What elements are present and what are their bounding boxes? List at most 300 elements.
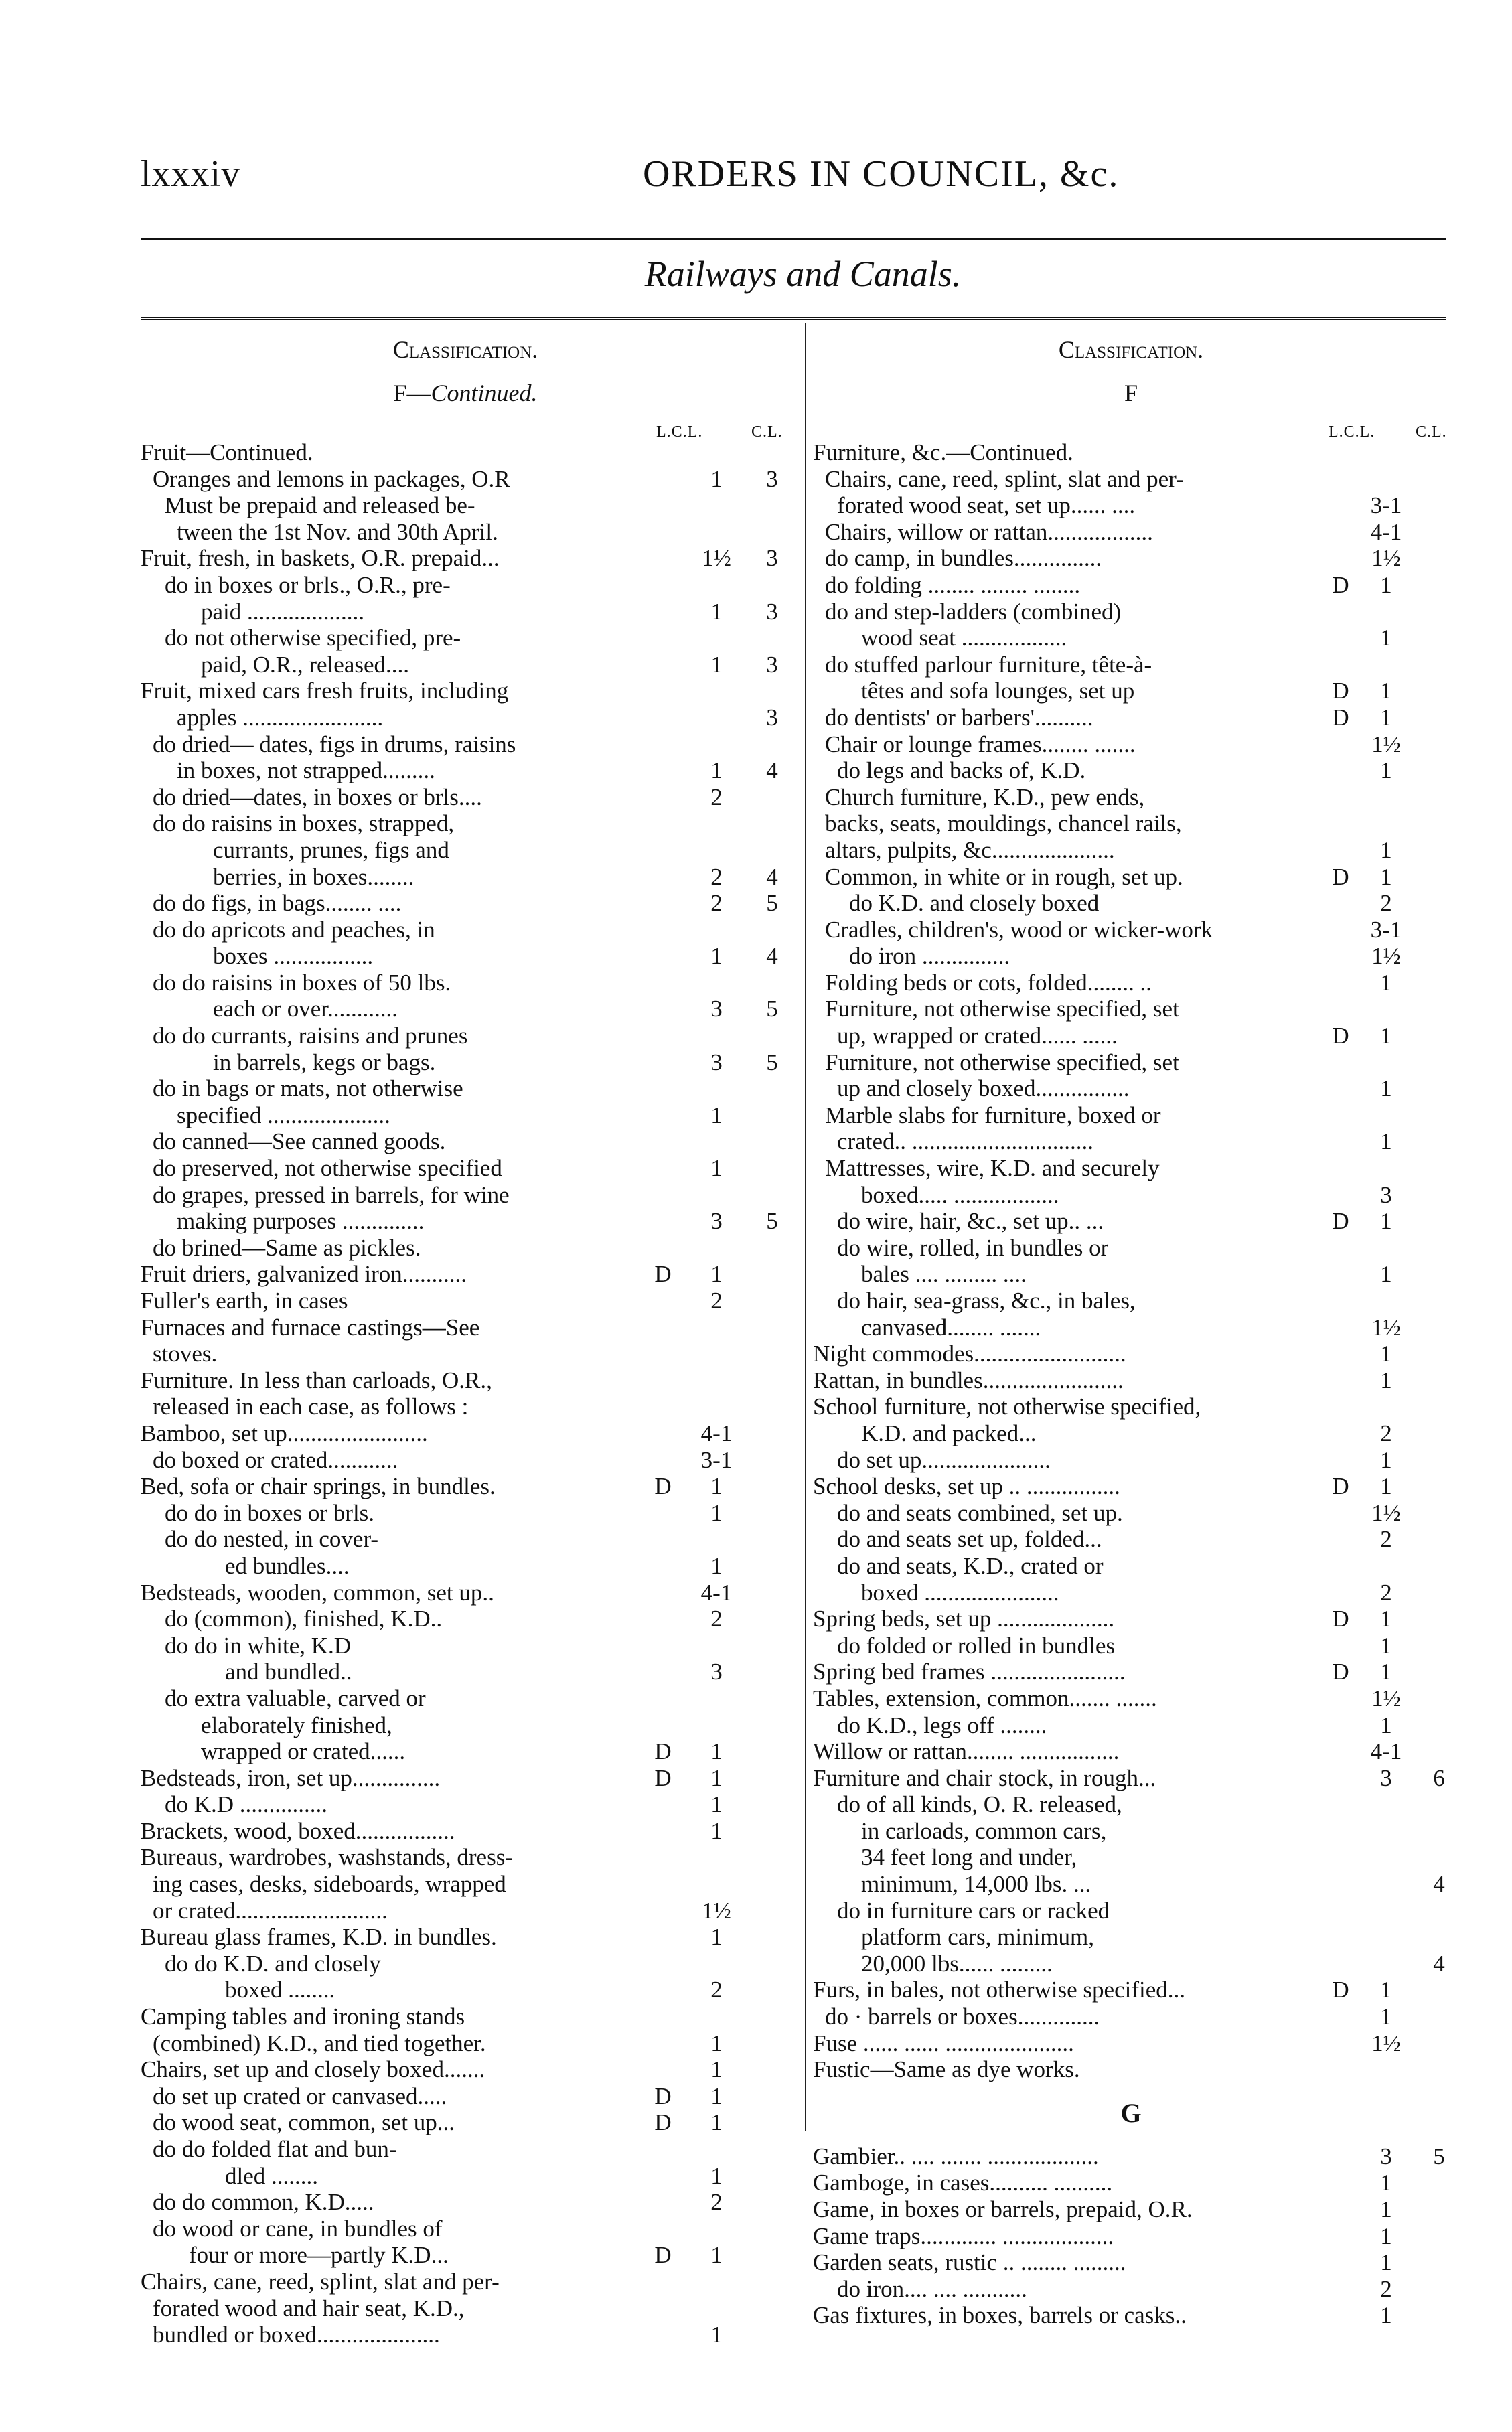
entry-cl-class: 4 bbox=[1433, 1950, 1445, 1977]
entry-lcl-class: 1 bbox=[710, 598, 723, 625]
entry-lcl-class: 3-1 bbox=[1370, 916, 1402, 943]
entry-lcl-class: 2 bbox=[1380, 1579, 1392, 1606]
list-item bbox=[813, 757, 1449, 784]
list-item bbox=[813, 864, 1449, 891]
entry-cl-class: 3 bbox=[766, 704, 778, 731]
entry-text: Furniture. In less than carloads, O.R., bbox=[141, 1367, 492, 1393]
list-item bbox=[813, 1898, 1449, 1924]
entry-text: do iron.... .... ........... bbox=[837, 2275, 1027, 2302]
list-item bbox=[141, 2056, 790, 2083]
entry-text: Fuller's earth, in cases bbox=[141, 1288, 348, 1314]
entry-text: Fruit—Continued. bbox=[141, 439, 313, 465]
list-item bbox=[141, 996, 790, 1022]
section-heading bbox=[141, 371, 790, 415]
entry-owner-risk: D bbox=[1332, 704, 1349, 731]
list-item bbox=[141, 1367, 790, 1394]
list-item bbox=[141, 599, 790, 625]
entry-cl-class: 4 bbox=[766, 757, 778, 784]
entry-owner-risk: D bbox=[1332, 1659, 1349, 1685]
entry-text: do camp, in bundles............... bbox=[825, 545, 1102, 572]
list-item bbox=[813, 1580, 1449, 1606]
entry-text: do do common, K.D..... bbox=[153, 2189, 374, 2216]
entry-lcl-class: 1 bbox=[1380, 1261, 1392, 1288]
entry-text: in barrels, kegs or bags. bbox=[213, 1049, 436, 1075]
entry-lcl-class: 1 bbox=[710, 465, 723, 492]
list-item bbox=[141, 1235, 790, 1262]
entry-owner-risk: D bbox=[654, 2242, 672, 2269]
entry-lcl-class: 1 bbox=[1380, 2302, 1392, 2329]
entry-lcl-class: 1 bbox=[1380, 1367, 1392, 1393]
list-item bbox=[813, 1314, 1449, 1341]
list-item bbox=[141, 2269, 790, 2295]
entry-text: boxed ........ bbox=[225, 1977, 335, 2003]
list-item bbox=[141, 1685, 790, 1712]
entry-lcl-class: 1 bbox=[710, 1552, 723, 1579]
entry-text: elaborately finished, bbox=[201, 1712, 392, 1738]
entry-text: four or more—partly K.D... bbox=[189, 2242, 449, 2269]
entry-text: altars, pulpits, &c..................... bbox=[825, 836, 1115, 863]
entry-text: do and seats set up, folded... bbox=[837, 1526, 1102, 1553]
entry-text: each or over............ bbox=[213, 996, 398, 1022]
list-item bbox=[141, 1580, 790, 1606]
list-item bbox=[141, 1155, 790, 1182]
cl-head: C.L. bbox=[1416, 423, 1447, 441]
list-item bbox=[813, 599, 1449, 625]
list-item bbox=[141, 784, 790, 811]
list-item bbox=[141, 1393, 790, 1420]
entry-text: do of all kinds, O. R. released, bbox=[837, 1791, 1122, 1818]
entry-text: do preserved, not otherwise specified bbox=[153, 1155, 502, 1182]
entry-text: minimum, 14,000 lbs. ... bbox=[861, 1871, 1091, 1898]
entry-lcl-class: 1 bbox=[1380, 1022, 1392, 1049]
list-item bbox=[141, 1208, 790, 1235]
entry-text: paid .................... bbox=[201, 598, 365, 625]
entry-owner-risk: D bbox=[654, 2109, 672, 2136]
list-item bbox=[813, 1208, 1449, 1235]
list-item bbox=[141, 1049, 790, 1076]
entry-text: School furniture, not otherwise specified, bbox=[813, 1393, 1201, 1420]
entry-lcl-class: 1 bbox=[710, 1499, 723, 1526]
list-item bbox=[141, 864, 790, 891]
entry-text: Fruit, fresh, in baskets, O.R. prepaid... bbox=[141, 545, 500, 572]
entry-lcl-class: 1 bbox=[1380, 625, 1392, 652]
entry-lcl-class: 2 bbox=[1380, 1526, 1392, 1553]
list-item bbox=[141, 2109, 790, 2136]
list-item bbox=[813, 652, 1449, 678]
entry-lcl-class: 1½ bbox=[1371, 545, 1401, 572]
entry-text: Furniture, not otherwise specified, set bbox=[825, 996, 1179, 1022]
list-item bbox=[141, 1102, 790, 1129]
list-item bbox=[813, 625, 1449, 652]
list-item bbox=[141, 704, 790, 731]
entry-lcl-class: 1½ bbox=[1371, 1499, 1401, 1526]
list-item bbox=[813, 1685, 1449, 1712]
classification-heading: Classification. bbox=[392, 336, 538, 363]
cl-head: C.L. bbox=[751, 423, 783, 441]
entry-lcl-class: 1 bbox=[710, 1817, 723, 1844]
entry-text: stoves. bbox=[153, 1341, 218, 1367]
entry-lcl-class: 1 bbox=[710, 2322, 723, 2348]
list-item bbox=[813, 678, 1449, 704]
entry-text: Bedsteads, wooden, common, set up.. bbox=[141, 1579, 494, 1606]
entry-text: Furnaces and furnace castings—See bbox=[141, 1314, 480, 1341]
entry-text: Bureaus, wardrobes, washstands, dress- bbox=[141, 1844, 513, 1871]
section-letter: F— bbox=[393, 380, 431, 406]
list-item bbox=[813, 1951, 1449, 1977]
entry-lcl-class: 1 bbox=[710, 1261, 723, 1288]
entry-text: do folding ........ ........ ........ bbox=[825, 571, 1081, 598]
entry-text: Furs, in bales, not otherwise specified... bbox=[813, 1977, 1186, 2003]
entry-text: do hair, sea-grass, &c., in bales, bbox=[837, 1288, 1136, 1314]
list-item bbox=[813, 2196, 1449, 2223]
list-item bbox=[813, 545, 1449, 572]
entry-text: do do in boxes or brls. bbox=[165, 1499, 375, 1526]
list-item bbox=[813, 890, 1449, 917]
right-entries bbox=[813, 439, 1449, 2083]
list-item bbox=[813, 1102, 1449, 1129]
list-item bbox=[813, 1128, 1449, 1155]
list-item bbox=[141, 970, 790, 996]
entry-text: Oranges and lemons in packages, O.R bbox=[153, 465, 510, 492]
entry-lcl-class: 1 bbox=[710, 1924, 723, 1951]
left-column bbox=[141, 328, 790, 2348]
entry-lcl-class: 1 bbox=[1380, 1446, 1392, 1473]
entry-text: do in bags or mats, not otherwise bbox=[153, 1075, 463, 1102]
list-item bbox=[141, 1182, 790, 1209]
entry-text: Bureau glass frames, K.D. in bundles. bbox=[141, 1924, 497, 1951]
list-item bbox=[141, 1261, 790, 1288]
entry-lcl-class: 1 bbox=[1380, 1977, 1392, 2003]
entry-text: têtes and sofa lounges, set up bbox=[861, 678, 1135, 704]
entry-lcl-class: 1 bbox=[1380, 1473, 1392, 1500]
entry-text: do brined—Same as pickles. bbox=[153, 1234, 421, 1261]
entry-text: do canned—See canned goods. bbox=[153, 1128, 446, 1155]
entry-text: crated.. ............................... bbox=[837, 1128, 1093, 1155]
entry-text: currants, prunes, figs and bbox=[213, 836, 449, 863]
entry-text: Chair or lounge frames........ ....... bbox=[825, 731, 1136, 757]
entry-cl-class: 4 bbox=[1433, 1871, 1445, 1898]
lcl-head: L.C.L. bbox=[656, 423, 703, 441]
entry-lcl-class: 1½ bbox=[702, 1897, 731, 1924]
list-item bbox=[813, 1871, 1449, 1898]
list-item bbox=[813, 1235, 1449, 1262]
list-item bbox=[813, 2003, 1449, 2030]
entry-text: Furniture, &c.—Continued. bbox=[813, 439, 1073, 465]
list-item bbox=[141, 1128, 790, 1155]
entry-text: Chairs, set up and closely boxed....... bbox=[141, 2056, 485, 2083]
list-item bbox=[141, 2083, 790, 2110]
entry-text: do wire, rolled, in bundles or bbox=[837, 1234, 1109, 1261]
list-item bbox=[813, 704, 1449, 731]
entry-owner-risk: D bbox=[1332, 1208, 1349, 1235]
list-item bbox=[141, 1712, 790, 1739]
entry-text: Cradles, children's, wood or wicker-work bbox=[825, 916, 1213, 943]
entry-text: Garden seats, rustic .. ........ ......... bbox=[813, 2249, 1126, 2276]
list-item bbox=[141, 439, 790, 466]
list-item bbox=[141, 1898, 790, 1924]
entry-lcl-class: 3 bbox=[710, 1659, 723, 1685]
entry-text: in boxes, not strapped......... bbox=[177, 757, 435, 784]
entry-text: Bamboo, set up........................ bbox=[141, 1420, 428, 1446]
entry-lcl-class: 1 bbox=[710, 1791, 723, 1818]
list-item bbox=[141, 678, 790, 704]
list-item bbox=[141, 1473, 790, 1500]
list-item bbox=[813, 1765, 1449, 1792]
entry-lcl-class: 1 bbox=[710, 1101, 723, 1128]
entry-text: wrapped or crated...... bbox=[201, 1738, 406, 1765]
list-item bbox=[141, 2322, 790, 2348]
entry-lcl-class: 2 bbox=[710, 863, 723, 890]
list-item bbox=[813, 1632, 1449, 1659]
entry-owner-risk: D bbox=[654, 1738, 672, 1765]
list-item bbox=[141, 1951, 790, 1977]
entry-text: dled ........ bbox=[225, 2162, 319, 2189]
entry-text: released in each case, as follows : bbox=[153, 1393, 469, 1420]
entry-lcl-class: 2 bbox=[1380, 1420, 1392, 1446]
entry-text: bundled or boxed..................... bbox=[153, 2322, 440, 2348]
entry-owner-risk: D bbox=[1332, 678, 1349, 704]
list-item bbox=[813, 2302, 1449, 2329]
entry-lcl-class: 3 bbox=[1380, 1764, 1392, 1791]
entry-text: do do K.D. and closely bbox=[165, 1950, 381, 1977]
entry-lcl-class: 1 bbox=[1380, 1606, 1392, 1632]
lcl-head: L.C.L. bbox=[1329, 423, 1375, 441]
entry-lcl-class: 1 bbox=[1380, 2249, 1392, 2276]
list-item bbox=[141, 837, 790, 864]
list-item bbox=[141, 1924, 790, 1951]
entry-text: Brackets, wood, boxed................. bbox=[141, 1817, 455, 1844]
entry-text: School desks, set up .. ................ bbox=[813, 1473, 1120, 1500]
entry-text: Spring beds, set up .................... bbox=[813, 1606, 1115, 1632]
entry-text: ed bundles.... bbox=[225, 1552, 350, 1579]
list-item bbox=[141, 1075, 790, 1102]
entry-text: canvased........ ....... bbox=[861, 1314, 1041, 1341]
entry-lcl-class: 2 bbox=[710, 783, 723, 810]
list-item bbox=[141, 652, 790, 678]
entry-cl-class: 5 bbox=[766, 1208, 778, 1235]
entry-text: Mattresses, wire, K.D. and securely bbox=[825, 1155, 1160, 1182]
entry-cl-class: 6 bbox=[1433, 1764, 1445, 1791]
entry-lcl-class: 1½ bbox=[702, 545, 731, 572]
list-item bbox=[813, 2030, 1449, 2057]
entry-lcl-class: 4-1 bbox=[700, 1579, 733, 1606]
list-item bbox=[813, 810, 1449, 837]
list-item bbox=[141, 1765, 790, 1792]
list-item bbox=[813, 1261, 1449, 1288]
list-item bbox=[141, 519, 790, 546]
list-item bbox=[141, 917, 790, 943]
list-item bbox=[813, 1553, 1449, 1580]
list-item bbox=[813, 572, 1449, 599]
entry-text: or crated.......................... bbox=[153, 1897, 388, 1924]
entry-text: do and seats combined, set up. bbox=[837, 1499, 1123, 1526]
entry-lcl-class: 4-1 bbox=[1370, 518, 1402, 545]
entry-lcl-class: 1 bbox=[710, 2030, 723, 2056]
list-item bbox=[141, 1632, 790, 1659]
entry-text: do set up crated or canvased..... bbox=[153, 2082, 447, 2109]
column-heads bbox=[813, 415, 1449, 439]
list-item bbox=[141, 572, 790, 599]
list-item bbox=[813, 1182, 1449, 1209]
page-subtitle: Railways and Canals. bbox=[644, 254, 962, 294]
entry-text: 34 feet long and under, bbox=[861, 1844, 1077, 1871]
list-item bbox=[813, 1659, 1449, 1685]
entry-lcl-class: 3 bbox=[710, 1049, 723, 1075]
list-item bbox=[141, 545, 790, 572]
list-item bbox=[813, 439, 1449, 466]
entry-lcl-class: 1½ bbox=[1371, 1685, 1401, 1712]
entry-lcl-class: 1 bbox=[1380, 757, 1392, 784]
entry-text: do in furniture cars or racked bbox=[837, 1897, 1110, 1924]
entry-lcl-class: 1 bbox=[1380, 863, 1392, 890]
entry-text: Fruit, mixed cars fresh fruits, including bbox=[141, 678, 509, 704]
entry-cl-class: 5 bbox=[766, 1049, 778, 1075]
entry-text: do do currants, raisins and prunes bbox=[153, 1022, 468, 1049]
list-item bbox=[141, 1659, 790, 1685]
entry-text: do wood seat, common, set up... bbox=[153, 2109, 455, 2136]
entry-cl-class: 3 bbox=[766, 651, 778, 678]
entry-text: wood seat .................. bbox=[861, 625, 1067, 652]
list-item bbox=[813, 1022, 1449, 1049]
entry-text: Gas fixtures, in boxes, barrels or casks.. bbox=[813, 2302, 1187, 2329]
list-item bbox=[813, 1447, 1449, 1474]
classification-heading: Classification. bbox=[1058, 336, 1204, 363]
entry-lcl-class: 3 bbox=[710, 996, 723, 1022]
list-item bbox=[141, 1871, 790, 1898]
list-item bbox=[813, 2249, 1449, 2276]
list-item bbox=[813, 1924, 1449, 1951]
entry-text: Spring bed frames ....................... bbox=[813, 1659, 1126, 1685]
entry-text: do K.D ............... bbox=[165, 1791, 328, 1818]
entry-text: Chairs, willow or rattan.................. bbox=[825, 518, 1153, 545]
list-item bbox=[141, 1553, 790, 1580]
entry-text: up, wrapped or crated...... ...... bbox=[837, 1022, 1118, 1049]
list-item bbox=[141, 2189, 790, 2216]
entry-text: do do raisins in boxes of 50 lbs. bbox=[153, 969, 451, 996]
list-item bbox=[141, 1288, 790, 1314]
entry-owner-risk: D bbox=[1332, 1473, 1349, 1500]
entry-text: do and step-ladders (combined) bbox=[825, 598, 1122, 625]
entry-text: do legs and backs of, K.D. bbox=[837, 757, 1086, 784]
entry-owner-risk: D bbox=[654, 1764, 672, 1791]
list-item bbox=[813, 1606, 1449, 1632]
entry-lcl-class: 1 bbox=[1380, 2196, 1392, 2222]
entry-text: Fustic—Same as dye works. bbox=[813, 2056, 1080, 2083]
entry-lcl-class: 3-1 bbox=[1370, 492, 1402, 519]
entry-text: Furniture, not otherwise specified, set bbox=[825, 1049, 1179, 1075]
list-item bbox=[813, 2056, 1449, 2083]
entry-text: do and seats, K.D., crated or bbox=[837, 1552, 1104, 1579]
entry-lcl-class: 1 bbox=[1380, 1712, 1392, 1738]
entry-text: making purposes .............. bbox=[177, 1208, 425, 1235]
entry-lcl-class: 1 bbox=[1380, 969, 1392, 996]
entry-text: do dentists' or barbers'.......... bbox=[825, 704, 1093, 731]
entry-text: Church furniture, K.D., pew ends, bbox=[825, 783, 1145, 810]
list-item bbox=[813, 1712, 1449, 1739]
list-item bbox=[141, 1791, 790, 1818]
entry-cl-class: 3 bbox=[766, 598, 778, 625]
entry-text: do do figs, in bags........ .... bbox=[153, 890, 402, 917]
entry-lcl-class: 1 bbox=[1380, 1208, 1392, 1235]
list-item bbox=[141, 731, 790, 758]
entry-lcl-class: 2 bbox=[1380, 2275, 1392, 2302]
list-item bbox=[813, 1393, 1449, 1420]
list-item bbox=[141, 2163, 790, 2190]
entry-text: Gambier.. .... ....... ................... bbox=[813, 2143, 1099, 2170]
list-item bbox=[141, 890, 790, 917]
list-item bbox=[813, 519, 1449, 546]
entry-text: do do nested, in cover- bbox=[165, 1526, 379, 1553]
list-item bbox=[813, 1526, 1449, 1553]
entry-text: do do raisins in boxes, strapped, bbox=[153, 810, 455, 837]
list-item bbox=[813, 2170, 1449, 2196]
entry-cl-class: 3 bbox=[766, 465, 778, 492]
list-item bbox=[813, 731, 1449, 758]
entry-text: (combined) K.D., and tied together. bbox=[153, 2030, 486, 2056]
list-item bbox=[813, 2143, 1449, 2170]
page-header bbox=[134, 153, 1446, 200]
entry-text: Fuse ...... ...... ...................... bbox=[813, 2030, 1074, 2056]
entry-lcl-class: 1 bbox=[710, 1738, 723, 1765]
entry-text: K.D. and packed... bbox=[861, 1420, 1037, 1446]
entry-lcl-class: 4-1 bbox=[1370, 1738, 1402, 1765]
list-item bbox=[141, 2030, 790, 2057]
entry-text: do extra valuable, carved or bbox=[165, 1685, 426, 1712]
entry-text: platform cars, minimum, bbox=[861, 1924, 1094, 1951]
entry-owner-risk: D bbox=[654, 2082, 672, 2109]
list-item bbox=[141, 1818, 790, 1845]
list-item bbox=[813, 837, 1449, 864]
list-item bbox=[813, 943, 1449, 970]
entry-lcl-class: 1 bbox=[1380, 1075, 1392, 1102]
list-item bbox=[813, 1075, 1449, 1102]
entry-lcl-class: 1½ bbox=[1371, 2030, 1401, 2056]
list-item bbox=[813, 2223, 1449, 2250]
list-item bbox=[813, 492, 1449, 519]
entry-lcl-class: 1 bbox=[1380, 2222, 1392, 2249]
entry-text: backs, seats, mouldings, chancel rails, bbox=[825, 810, 1182, 837]
right-entries-g bbox=[813, 2143, 1449, 2329]
entry-lcl-class: 1 bbox=[710, 2242, 723, 2269]
section-heading-g: G bbox=[1120, 2097, 1142, 2128]
entry-text: do do apricots and peaches, in bbox=[153, 916, 435, 943]
entry-text: do in boxes or brls., O.R., pre- bbox=[165, 571, 451, 598]
subtitle-rule bbox=[141, 317, 1446, 323]
list-item bbox=[813, 917, 1449, 943]
list-item bbox=[813, 1791, 1449, 1818]
entry-text: do (common), finished, K.D.. bbox=[165, 1606, 443, 1632]
list-item bbox=[141, 757, 790, 784]
entry-text: and bundled.. bbox=[225, 1659, 352, 1685]
entry-text: do grapes, pressed in barrels, for wine bbox=[153, 1181, 510, 1208]
list-item bbox=[141, 625, 790, 652]
entry-text: ing cases, desks, sideboards, wrapped bbox=[153, 1871, 506, 1898]
list-item bbox=[141, 1447, 790, 1474]
entry-lcl-class: 1 bbox=[1380, 836, 1392, 863]
entry-lcl-class: 1 bbox=[710, 2082, 723, 2109]
list-item bbox=[141, 1420, 790, 1447]
entry-lcl-class: 1½ bbox=[1371, 1314, 1401, 1341]
list-item bbox=[813, 2276, 1449, 2303]
entry-text: Folding beds or cots, folded........ .. bbox=[825, 969, 1152, 996]
entry-cl-class: 5 bbox=[766, 996, 778, 1022]
entry-text: do K.D., legs off ........ bbox=[837, 1712, 1047, 1738]
entry-lcl-class: 1½ bbox=[1371, 731, 1401, 757]
entry-text: boxed ....................... bbox=[861, 1579, 1059, 1606]
entry-text: Bed, sofa or chair springs, in bundles. bbox=[141, 1473, 496, 1500]
entry-text: 20,000 lbs...... ......... bbox=[861, 1950, 1053, 1977]
entry-text: up and closely boxed................ bbox=[837, 1075, 1130, 1102]
